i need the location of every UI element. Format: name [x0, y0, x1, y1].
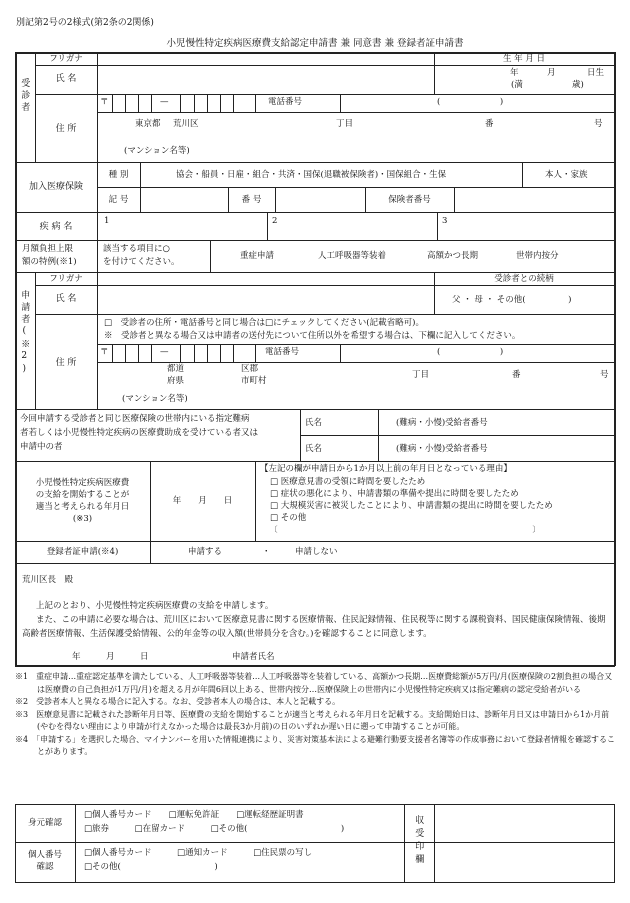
declaration-p2: また、この申請に必要な場合は、荒川区において医療意見書に関する医療情報、住民記録情報、住民税等に関する課税資料、国民健康保険情報、後期高齢者医療情報、生活保護受給情報、公的年金等の収入額(世帯員分を含む。)を確認することに同意します。 [22, 615, 606, 639]
mynumber-label-2: 確認 [36, 862, 54, 872]
notes [15, 671, 615, 759]
declaration-p1: 上記のとおり、小児慢性特定疾病医療費の支給を申請します。 [36, 601, 274, 611]
same-address-checkbox[interactable]: □ 受診者の住所・電話番号と同じ場合は□にチェックしてください(記載省略可)。 [104, 318, 424, 328]
insurance-symbol-input[interactable] [141, 188, 227, 211]
reason-other-input[interactable]: 〔 〕 [270, 525, 540, 534]
disease-1[interactable]: 1 [104, 216, 110, 226]
insurance-types[interactable]: 協会・船員・日雇・組合・共済・国保(退職被保険者)・国保組合・生保 [176, 170, 447, 180]
chome-label: 丁目 [336, 119, 354, 129]
mynumber-options-1[interactable]: □個人番号カード □通知カード □住民票の写し [84, 848, 313, 858]
fuken-label: 府県 [167, 376, 185, 386]
insurance-symbol-label: 記 号 [108, 195, 129, 205]
insurance-number-input[interactable] [276, 188, 364, 211]
postal-mark: 〒 [100, 97, 109, 107]
registration-no[interactable]: 申請しない [295, 547, 338, 557]
receipt-stamp-label: 収受印欄 [413, 815, 424, 867]
patient-address-label: 住 所 [55, 124, 77, 134]
disease-2[interactable]: 2 [272, 216, 278, 226]
declaration-date[interactable]: 年 月 日 [72, 652, 149, 662]
mynumber-options-2[interactable]: □その他( ) [84, 862, 218, 872]
addressee: 荒川区長 殿 [22, 575, 74, 585]
applicant-phone-label: 電話番号 [265, 347, 300, 357]
applicant-phone-input[interactable]: ( ) [437, 347, 504, 357]
option-severe[interactable]: 重症申請 [240, 251, 275, 261]
special-label-1: 月額負担上限 [22, 244, 74, 254]
applicant-postal-mark: 〒 [100, 347, 109, 357]
age-close: 歳) [572, 80, 584, 90]
id-check-label: 身元確認 [27, 818, 62, 828]
applicant-mansion: (マンション名等) [122, 394, 188, 404]
id-check-options-1[interactable]: □個人番号カード □運転免許証 □運転経歴証明書 [84, 810, 304, 820]
birth-month: 月 [547, 68, 556, 78]
applicant-section-label: 申請者(※2) [19, 290, 30, 377]
tokyo-label: 東京都 [135, 119, 161, 129]
disease-label: 疾 病 名 [39, 222, 73, 232]
ward-label: 荒川区 [173, 119, 199, 129]
household-text-1: 今回申請する受診者と同じ医療保険の世帯内にいる指定難病 [20, 414, 250, 424]
household-cert-1: (難病・小慢)受給者番号 [396, 418, 488, 428]
reason-title: 【左記の欄が申請日から1か月以上前の年月日となっている理由】 [260, 464, 512, 474]
household-text-3: 申請中の者 [20, 442, 63, 452]
age-open: (満 [511, 80, 523, 90]
go-label: 号 [594, 119, 603, 129]
reason-2[interactable]: □ 症状の悪化により、申請書類の準備や提出に時間を要したため [270, 489, 519, 499]
option-household-split[interactable]: 世帯内按分 [516, 251, 559, 261]
reason-1[interactable]: □ 医療意見書の受領に時間を要したため [270, 477, 426, 487]
mansion-label: (マンション名等) [124, 146, 190, 156]
note-3: ※3 医療意見書に記載された診断年月日等、医療費の支給を開始することが適当と考えられる年月日を記載する。支給開始日は、診断年月日又は申請日から1か月前(やむを得ない理由により申請が行えなかった場合は最長3か月前)の日のいずれか遅い日に遡って申請することが可能。 [15, 709, 610, 731]
applicant-ban: 番 [512, 370, 521, 380]
note-2: ※2 受診者本人と異なる場合に記入する。なお、受診者本人の場合は、本人と記載する。 [15, 697, 341, 706]
id-check-options-2[interactable]: □旅券 □在留カード □その他( ) [84, 824, 345, 834]
patient-section-label: 受診者 [19, 78, 30, 114]
special-note-2: を付けてください。 [103, 257, 180, 267]
applicant-furigana-label: フリガナ [49, 274, 83, 284]
applicant-address-label: 住 所 [55, 358, 77, 368]
birth-date-label: 生 年 月 日 [502, 54, 546, 64]
applicant-go: 号 [600, 370, 609, 380]
birth-day: 日生 [587, 68, 605, 78]
patient-phone-label: 電話番号 [268, 97, 303, 107]
insurance-label: 加入医療保険 [28, 182, 83, 192]
household-cert-2: (難病・小慢)受給者番号 [396, 444, 488, 454]
registration-dot: ・ [262, 547, 271, 557]
start-label-3: 適当と考えられる年月日 [35, 502, 130, 512]
shichoson-label: 市町村 [241, 376, 267, 386]
disease-3[interactable]: 3 [442, 216, 448, 226]
birth-year: 年 [510, 68, 519, 78]
start-date-input[interactable]: 年 月 日 [172, 496, 233, 506]
applicant-chome: 丁目 [412, 370, 430, 380]
patient-furigana-input[interactable] [98, 53, 433, 65]
note-1: ※1 重症申請…重症認定基準を満たしている、人工呼吸器等装着…人工呼吸器等を装着している、高額かつ長期…医療費総額が5万円/月(医療保険の2割負担の場合又は医療費の自己負担が1万円/月)を超える月が年間6回以上ある、世帯内按分…医療保険上の世帯内に小児慢性特定疾病又は指定難病の認定受給者がいる [15, 672, 613, 694]
reason-4[interactable]: □ その他 [270, 513, 307, 523]
ban-label: 番 [485, 119, 494, 129]
postal-dash: — [160, 97, 169, 107]
household-text-2: 者若しくは小児慢性特定疾病の医療費助成を受けている者又は [20, 428, 259, 438]
patient-phone-input[interactable]: ( ) [437, 97, 504, 107]
mynumber-label-1: 個人番号 [27, 850, 62, 860]
note-4: ※4 「申請する」を選択した場合、マイナンバーを用いた情報連携により、災害対策基本法による避難行動要支援者名簿等の作成事務において登録者情報を確認することがあります。 [15, 734, 615, 756]
start-label-4: (※3) [72, 514, 93, 524]
relation-options[interactable]: 父 ・ 母 ・ その他( ) [452, 295, 572, 305]
patient-name-label: 氏 名 [55, 74, 77, 84]
insurer-number-input[interactable] [455, 188, 613, 211]
kubu-label: 区郡 [241, 364, 259, 374]
registration-label: 登録者証申請(※4) [46, 547, 119, 557]
insurer-number-label: 保険者番号 [388, 195, 431, 205]
registration-apply[interactable]: 申請する [188, 547, 223, 557]
patient-furigana-label: フリガナ [49, 54, 83, 64]
start-label-1: 小児慢性特定疾病医療費 [35, 478, 130, 488]
insurance-relation[interactable]: 本人・家族 [545, 170, 588, 180]
start-label-2: の支給を開始することが [35, 490, 130, 500]
page-title: 小児慢性特定疾病医療費支給認定申請書 兼 同意書 兼 登録者証申請書 [166, 38, 464, 49]
household-name-2: 氏名 [305, 444, 323, 454]
applicant-postal-dash: — [160, 347, 169, 357]
household-name-1: 氏名 [305, 418, 323, 428]
insurance-number-label: 番 号 [241, 195, 262, 205]
option-ventilator[interactable]: 人工呼吸器等装着 [318, 251, 387, 261]
applicant-name-input[interactable] [98, 286, 433, 313]
insurance-type-label: 種 別 [108, 170, 129, 180]
special-note-1: 該当する項目に○ [103, 244, 170, 254]
signature-label: 申請者氏名 [232, 652, 275, 662]
applicant-furigana-input[interactable] [98, 273, 433, 285]
different-address-note: ※ 受診者と異なる場合又は申請者の送付先について住所以外を希望する場合は、下欄に記入してください。 [104, 331, 521, 341]
patient-name-input[interactable] [98, 66, 433, 93]
todo-label: 都道 [167, 364, 185, 374]
form-number: 別記第2号の2様式(第2条の2関係) [16, 18, 154, 28]
relation-label: 受診者との続柄 [494, 274, 554, 284]
option-high-long[interactable]: 高額かつ長期 [427, 251, 479, 261]
reason-3[interactable]: □ 大規模災害に被災したことにより、申請書類の提出に時間を要したため [270, 501, 553, 511]
special-label-2: 額の特例(※1) [22, 257, 77, 267]
applicant-name-label: 氏 名 [55, 294, 77, 304]
